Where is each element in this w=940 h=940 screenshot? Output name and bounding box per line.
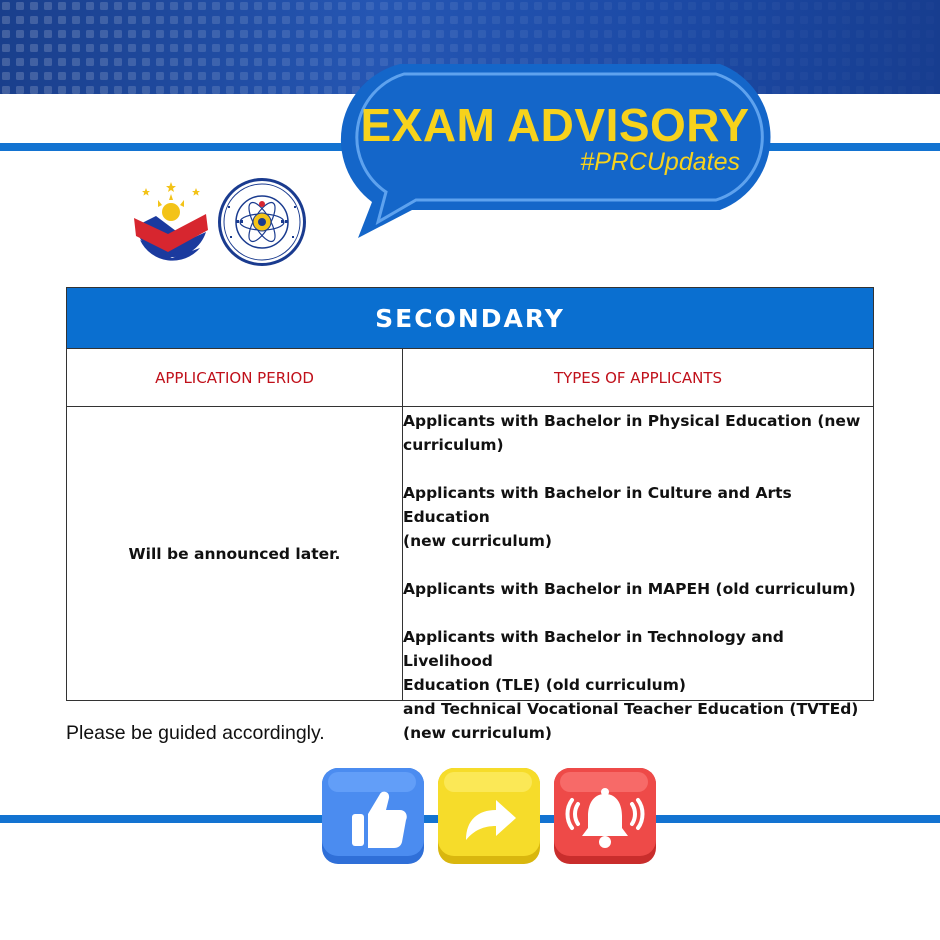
applicant-line: Education (TLE) (old curriculum): [403, 676, 686, 694]
applicant-line: curriculum): [403, 436, 504, 454]
application-period-value: Will be announced later.: [67, 407, 403, 700]
like-cube: [318, 764, 428, 868]
applicant-line: (new curriculum): [403, 724, 552, 742]
table-title: SECONDARY: [67, 288, 873, 349]
column-header-period: APPLICATION PERIOD: [67, 349, 403, 406]
applicant-line: Applicants with Bachelor in Physical Education (new: [403, 412, 861, 430]
list-item: [403, 577, 873, 601]
footnote-text: Please be guided accordingly.: [66, 722, 325, 744]
prc-seal-logo: [216, 176, 308, 268]
advisory-hashtag: #PRCUpdates: [580, 148, 740, 176]
applicant-line: Applicants with Bachelor in Technology and Livelihood: [403, 628, 784, 670]
list-item: [403, 625, 873, 745]
share-cube: [434, 764, 544, 868]
applicant-types-cell: [403, 407, 873, 742]
applicant-line: Applicants with Bachelor in Culture and Arts Education: [403, 484, 792, 526]
applicant-line: (new curriculum): [403, 532, 552, 550]
advisory-title: EXAM ADVISORY: [360, 99, 750, 151]
column-header-applicants: TYPES OF APPLICANTS: [553, 368, 723, 387]
list-item: [403, 481, 873, 553]
applicant-line: Applicants with Bachelor in MAPEH (old curriculum): [403, 580, 856, 598]
alert-cube: [550, 764, 660, 868]
bagong-pilipinas-logo: [128, 178, 214, 268]
list-item: [403, 409, 873, 457]
applicant-line: and Technical Vocational Teacher Education (TVTEd): [403, 700, 859, 718]
table-header-row: [67, 349, 873, 407]
